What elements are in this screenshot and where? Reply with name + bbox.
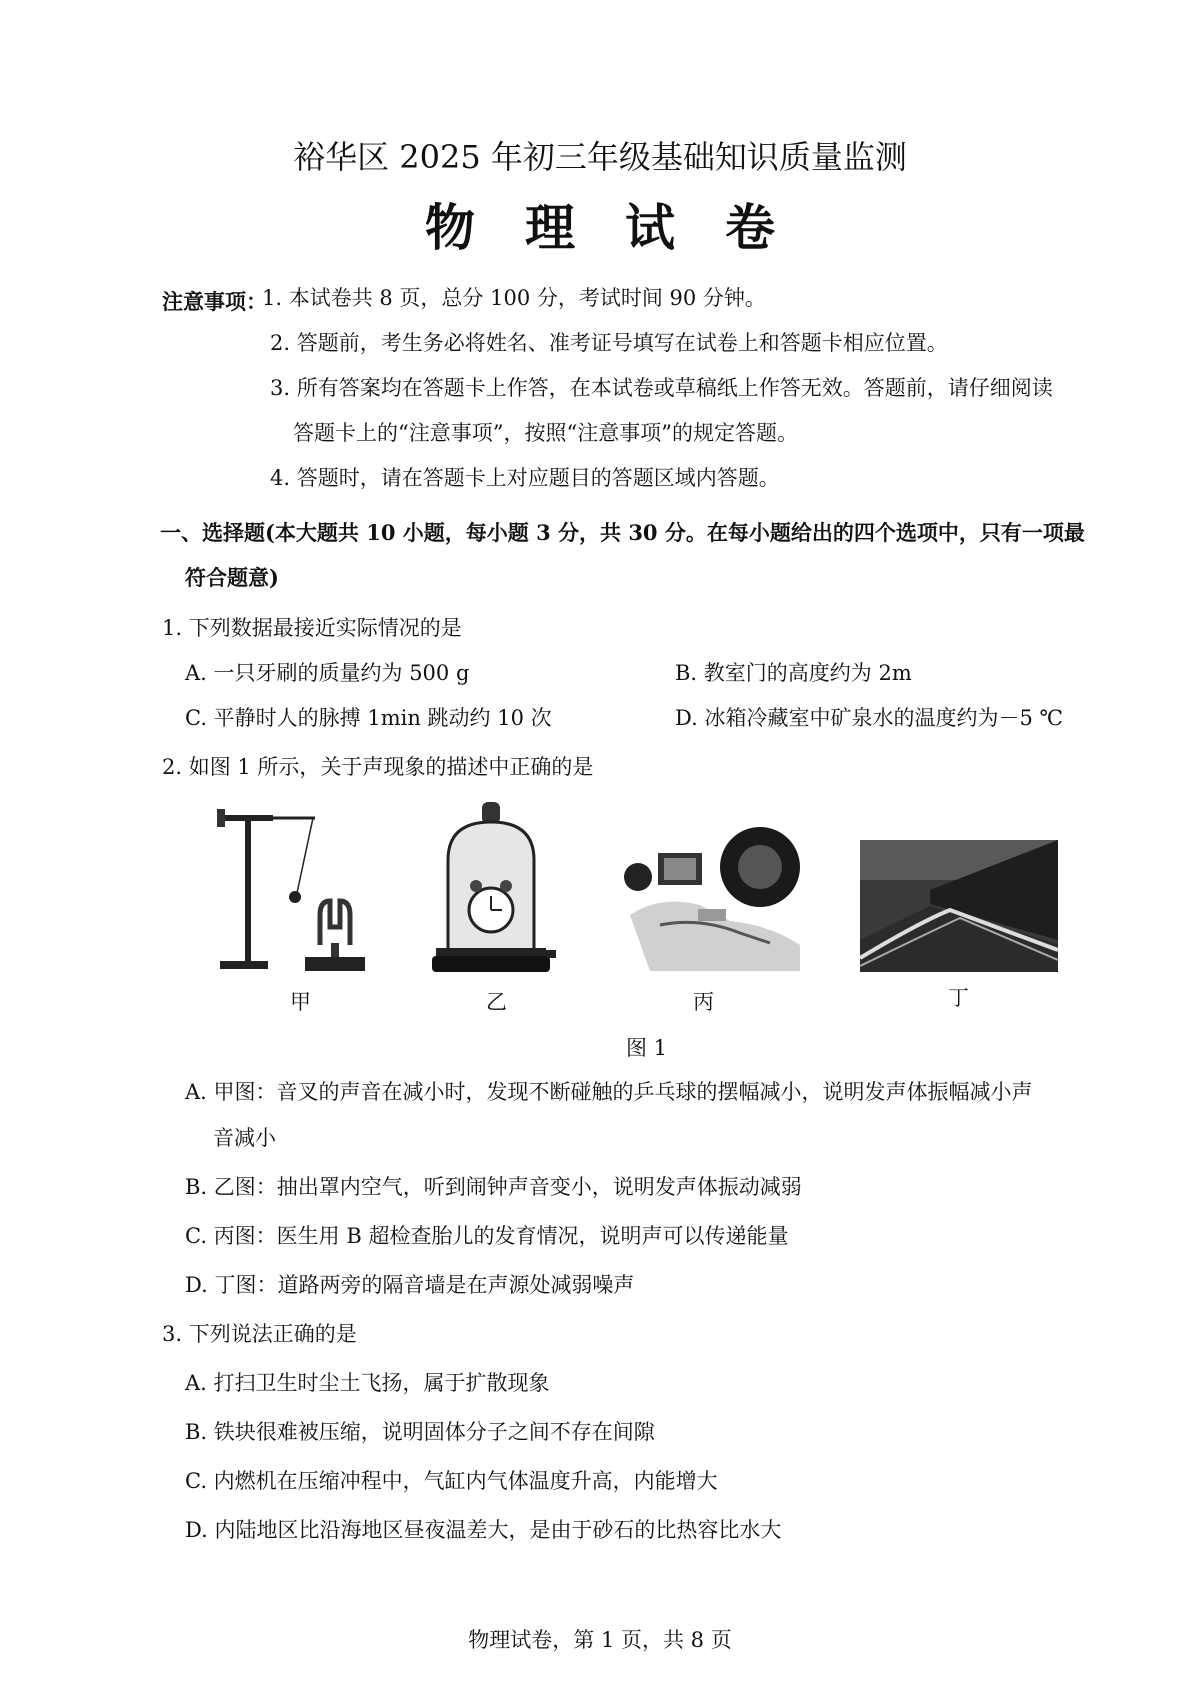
option-d: D. 内陆地区比沿海地区昼夜温差大，是由于砂石的比热容比水大 — [185, 1518, 782, 1542]
notice-item: 1. 本试卷共 8 页，总分 100 分，考试时间 90 分钟。 — [262, 286, 766, 310]
figure-label: 丙 — [693, 990, 714, 1014]
figure-caption: 图 1 — [626, 1036, 668, 1060]
figure-bing-ultrasound — [620, 825, 810, 973]
option-c: C. 内燃机在压缩冲程中，气缸内气体温度升高，内能增大 — [185, 1469, 718, 1493]
exam-title: 物 理 试 卷 — [425, 198, 775, 257]
option-c: C. 丙图：医生用 B 超检查胎儿的发育情况，说明声可以传递能量 — [185, 1224, 789, 1248]
notice-item: 3. 所有答案均在答题卡上作答，在本试卷或草稿纸上作答无效。答题前，请仔细阅读 — [270, 376, 1053, 400]
option-d: D. 丁图：道路两旁的隔音墙是在声源处减弱噪声 — [185, 1273, 635, 1297]
section-heading-cont: 符合题意) — [185, 565, 279, 590]
figure-jia-tuning-fork — [215, 805, 385, 975]
option-b: B. 教室门的高度约为 2m — [675, 661, 912, 685]
figure-label: 丁 — [948, 986, 969, 1010]
option-d: D. 冰箱冷藏室中矿泉水的温度约为－5 ℃ — [675, 706, 1063, 730]
option-a: A. 一只牙刷的质量约为 500 g — [185, 661, 470, 685]
figure-label: 甲 — [290, 990, 311, 1014]
option-a-cont: 音减小 — [213, 1126, 276, 1150]
option-a: A. 甲图：音叉的声音在减小时，发现不断碰触的乒乓球的摆幅减小，说明发声体振幅减小声 — [185, 1080, 1033, 1104]
page-footer: 物理试卷，第 1 页，共 8 页 — [468, 1628, 732, 1652]
question-stem: 3. 下列说法正确的是 — [162, 1322, 357, 1346]
figure-label: 乙 — [486, 990, 507, 1014]
option-c: C. 平静时人的脉搏 1min 跳动约 10 次 — [185, 706, 552, 730]
section-heading: 一、选择题(本大题共 10 小题，每小题 3 分，共 30 分。在每小题给出的四个选项中，只有一项最 — [160, 520, 1085, 545]
option-b: B. 铁块很难被压缩，说明固体分子之间不存在间隙 — [185, 1420, 655, 1444]
notice-item: 答题卡上的“注意事项”，按照“注意事项”的规定答题。 — [293, 421, 798, 445]
notice-label: 注意事项： — [162, 289, 267, 314]
exam-subtitle: 裕华区 2025 年初三年级基础知识质量监测 — [293, 138, 907, 176]
notice-item: 4. 答题时，请在答题卡上对应题目的答题区域内答题。 — [270, 466, 780, 490]
question-stem: 2. 如图 1 所示，关于声现象的描述中正确的是 — [162, 755, 594, 779]
option-a: A. 打扫卫生时尘土飞扬，属于扩散现象 — [185, 1371, 550, 1395]
notice-item: 2. 答题前，考生务必将姓名、准考证号填写在试卷上和答题卡相应位置。 — [270, 331, 948, 355]
figure-ding-sound-barrier — [860, 840, 1058, 972]
option-b: B. 乙图：抽出罩内空气，听到闹钟声音变小，说明发声体振动减弱 — [185, 1175, 802, 1199]
question-stem: 1. 下列数据最接近实际情况的是 — [162, 616, 462, 640]
figure-yi-bell-jar — [428, 800, 558, 975]
